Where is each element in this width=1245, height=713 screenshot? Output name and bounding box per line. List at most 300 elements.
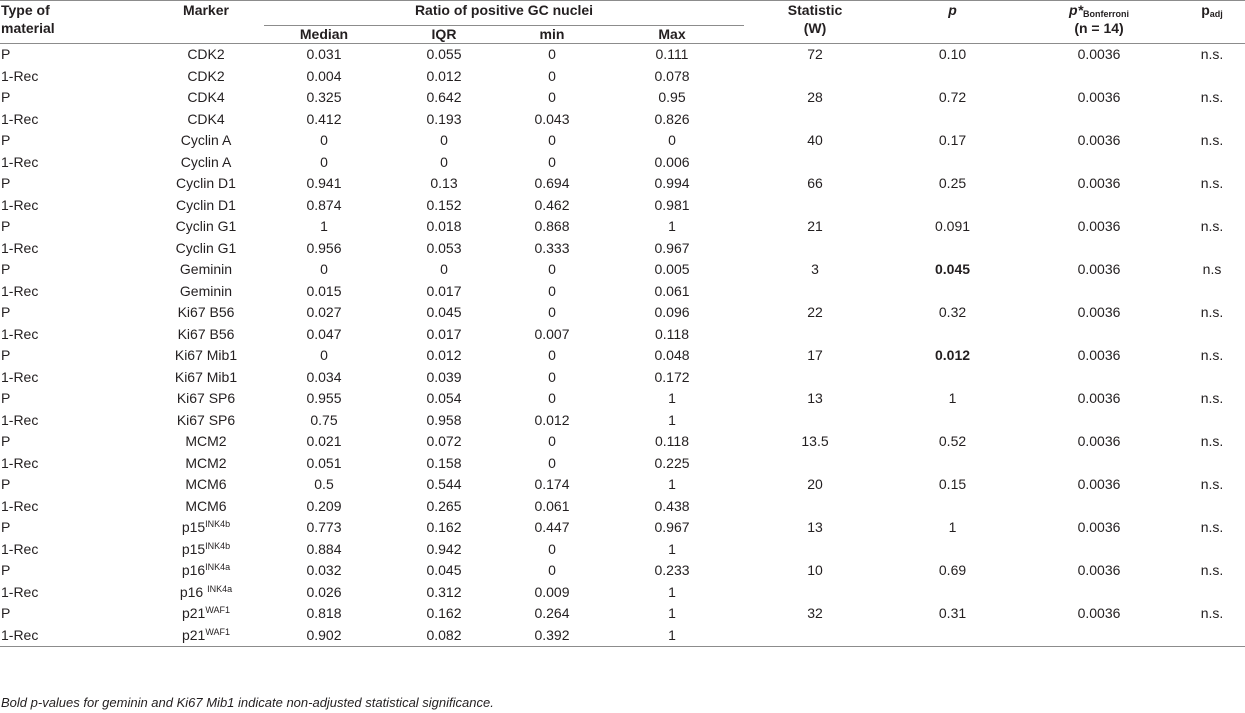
cell-median: 0 — [320, 261, 328, 277]
table-row — [0, 173, 1245, 195]
cell-median: 0 — [320, 347, 328, 363]
header-padj-sub: adj — [1209, 9, 1223, 19]
header-statistic-line2: (W) — [803, 20, 827, 36]
cell-statistic: 20 — [807, 476, 823, 492]
cell-max: 0.225 — [654, 454, 690, 471]
cell-median: 0.818 — [306, 605, 342, 621]
cell-p-bonferroni — [1019, 453, 1179, 475]
cell-marker — [148, 345, 264, 367]
header-statistic — [744, 1, 886, 44]
cell-marker — [148, 324, 264, 346]
cell-p — [886, 281, 1019, 303]
cell-statistic — [744, 539, 886, 561]
cell-max: 0.048 — [654, 347, 690, 363]
cell-statistic — [744, 582, 886, 604]
table-row — [0, 324, 1245, 346]
cell-p-adj — [1179, 281, 1245, 303]
footnote: Bold p-values for geminin and Ki67 Mib1 indicate non-adjusted statistical significance. — [1, 695, 494, 710]
cell-p-adj: n.s. — [1200, 175, 1224, 191]
cell-p: 0.17 — [938, 132, 967, 148]
cell-p-bonferroni — [1019, 66, 1179, 88]
cell-median: 0.027 — [306, 304, 342, 320]
cell-p-bonferroni: 0.0036 — [1077, 132, 1121, 148]
cell-p — [886, 238, 1019, 260]
cell-iqr: 0.053 — [426, 239, 462, 256]
cell-p — [886, 625, 1019, 647]
cell-iqr: 0.942 — [426, 540, 462, 557]
cell-p-adj — [1179, 152, 1245, 174]
cell-statistic: 28 — [807, 89, 823, 105]
cell-p-adj — [1179, 324, 1245, 346]
cell-p-bonferroni: 0.0036 — [1077, 261, 1121, 277]
cell-type: P — [1, 519, 11, 535]
cell-type: 1-Rec — [1, 497, 39, 514]
cell-type: 1-Rec — [1, 325, 39, 342]
cell-min: 0.868 — [534, 218, 570, 234]
cell-p: 0.15 — [938, 476, 967, 492]
cell-marker — [148, 44, 264, 66]
cell-max: 1 — [668, 476, 676, 492]
cell-type: P — [1, 89, 11, 105]
cell-p: 0.25 — [938, 175, 967, 191]
cell-median: 0.032 — [306, 562, 342, 578]
cell-p-adj — [1179, 238, 1245, 260]
cell-min: 0 — [548, 67, 556, 84]
marker-name: Cyclin D1 — [176, 175, 236, 191]
cell-iqr: 0.017 — [426, 282, 462, 299]
cell-iqr: 0.642 — [426, 89, 462, 105]
cell-median: 0.031 — [306, 46, 342, 62]
cell-min: 0.264 — [534, 605, 570, 621]
table-row — [0, 216, 1245, 238]
cell-iqr: 0.018 — [426, 218, 462, 234]
header-p-label: p — [948, 2, 957, 18]
cell-max: 1 — [668, 605, 676, 621]
table-row — [0, 130, 1245, 152]
cell-p-adj: n.s. — [1200, 519, 1224, 535]
cell-median: 0.047 — [306, 325, 342, 342]
marker-name: Cyclin D1 — [176, 196, 236, 213]
cell-type: 1-Rec — [1, 454, 39, 471]
cell-statistic: 3 — [811, 261, 819, 277]
cell-p-bonferroni: 0.0036 — [1077, 46, 1121, 62]
cell-type: 1-Rec — [1, 411, 39, 428]
cell-statistic: 10 — [807, 562, 823, 578]
cell-min: 0 — [548, 89, 556, 105]
cell-marker — [148, 216, 264, 238]
cell-p-adj: n.s. — [1200, 476, 1224, 492]
cell-max: 0 — [668, 132, 676, 148]
cell-min: 0 — [548, 347, 556, 363]
cell-p-adj — [1179, 410, 1245, 432]
cell-p — [886, 109, 1019, 131]
cell-min: 0.694 — [534, 175, 570, 191]
header-marker: Marker — [183, 2, 229, 18]
cell-type: 1-Rec — [1, 153, 39, 170]
cell-max: 0.981 — [654, 196, 690, 213]
cell-type: P — [1, 433, 11, 449]
marker-name: p15 — [181, 540, 206, 557]
cell-type: 1-Rec — [1, 282, 39, 299]
table-row — [0, 238, 1245, 260]
cell-p — [886, 324, 1019, 346]
cell-iqr: 0.162 — [426, 605, 462, 621]
cell-marker — [148, 474, 264, 496]
cell-max: 0.061 — [654, 282, 690, 299]
cell-statistic: 13.5 — [801, 433, 829, 449]
marker-name: Ki67 B56 — [177, 325, 235, 342]
cell-p-bonferroni — [1019, 496, 1179, 518]
cell-p-adj — [1179, 66, 1245, 88]
marker-name: Cyclin G1 — [175, 239, 237, 256]
cell-median: 0.955 — [306, 390, 342, 406]
cell-max: 0.118 — [655, 433, 689, 449]
header-type-line1: Type of — [1, 2, 50, 18]
cell-min: 0 — [548, 304, 556, 320]
cell-p-bonferroni: 0.0036 — [1077, 347, 1121, 363]
cell-type: 1-Rec — [1, 368, 39, 385]
cell-p — [886, 66, 1019, 88]
cell-p-adj — [1179, 582, 1245, 604]
cell-marker — [148, 603, 264, 625]
table-row — [0, 388, 1245, 410]
cell-p: 0.69 — [938, 562, 967, 578]
table-row — [0, 625, 1245, 647]
marker-name: Cyclin A — [180, 153, 232, 170]
cell-p-bonferroni — [1019, 410, 1179, 432]
cell-p-adj: n.s. — [1200, 46, 1224, 62]
cell-max: 0.826 — [654, 110, 690, 127]
table-row — [0, 367, 1245, 389]
cell-p — [886, 496, 1019, 518]
cell-p-bonferroni: 0.0036 — [1077, 562, 1121, 578]
cell-iqr: 0.039 — [426, 368, 462, 385]
cell-p — [886, 539, 1019, 561]
marker-superscript: INK4a — [207, 583, 233, 594]
cell-max: 0.994 — [654, 175, 690, 191]
cell-marker — [148, 517, 264, 539]
header-statistic-line1: Statistic — [787, 2, 843, 18]
cell-p-adj: n.s. — [1200, 304, 1224, 320]
header-type-of-material — [0, 1, 148, 44]
cell-marker — [148, 109, 264, 131]
marker-name: CDK2 — [187, 46, 225, 62]
cell-p-adj — [1179, 195, 1245, 217]
header-p-adj — [1179, 1, 1245, 44]
table-row — [0, 345, 1245, 367]
table-row — [0, 66, 1245, 88]
cell-max: 1 — [600, 625, 744, 647]
marker-name: MCM6 — [185, 497, 227, 514]
cell-p-adj: n.s. — [1200, 132, 1224, 148]
cell-p: 1 — [948, 390, 957, 406]
cell-p — [886, 152, 1019, 174]
cell-median: 0.884 — [306, 540, 342, 557]
cell-p-adj: n.s. — [1200, 433, 1224, 449]
marker-superscript: WAF1 — [205, 626, 231, 637]
cell-type: P — [1, 390, 11, 406]
cell-max: 1 — [668, 583, 676, 600]
cell-max: 0.096 — [654, 304, 690, 320]
cell-iqr: 0.054 — [426, 390, 462, 406]
cell-median: 0.5 — [314, 476, 334, 492]
cell-p — [886, 367, 1019, 389]
cell-iqr: 0.544 — [426, 476, 462, 492]
cell-statistic — [744, 109, 886, 131]
cell-marker — [148, 130, 264, 152]
cell-type: P — [1, 46, 11, 62]
cell-marker — [148, 453, 264, 475]
header-pbonf-n: (n = 14) — [1074, 20, 1124, 36]
cell-p-adj — [1179, 539, 1245, 561]
header-pbonf-sub: Bonferroni — [1083, 9, 1130, 19]
cell-p-bonferroni — [1019, 582, 1179, 604]
marker-name: CDK4 — [187, 110, 225, 127]
cell-type: P — [1, 175, 11, 191]
cell-median: 0 — [320, 132, 328, 148]
table-row — [0, 195, 1245, 217]
cell-min: 0.007 — [534, 325, 570, 342]
cell-type: 1-Rec — [1, 67, 39, 84]
cell-p-adj: n.s. — [1200, 562, 1224, 578]
cell-marker — [148, 431, 264, 453]
marker-name: Ki67 Mib1 — [174, 347, 238, 363]
cell-max: 0.967 — [654, 519, 690, 535]
cell-p: 0.012 — [934, 347, 971, 363]
cell-p: 0.32 — [938, 304, 967, 320]
header-p — [886, 1, 1019, 44]
cell-p-bonferroni: 0.0036 — [1077, 519, 1121, 535]
header-row-top — [0, 1, 1245, 26]
cell-iqr: 0 — [440, 153, 448, 170]
cell-p-bonferroni — [1019, 238, 1179, 260]
cell-type: 1-Rec — [0, 625, 148, 647]
cell-median: 0.874 — [306, 196, 342, 213]
cell-p-bonferroni — [1019, 195, 1179, 217]
cell-iqr: 0.012 — [426, 67, 462, 84]
cell-max: 1 — [668, 540, 676, 557]
cell-max: 0.438 — [654, 497, 690, 514]
cell-statistic — [744, 152, 886, 174]
cell-type: P — [1, 562, 11, 578]
cell-statistic — [744, 66, 886, 88]
cell-statistic — [744, 281, 886, 303]
marker-name: Ki67 B56 — [177, 304, 235, 320]
cell-p-adj: n.s. — [1200, 218, 1224, 234]
cell-p-adj: n.s. — [1200, 347, 1224, 363]
cell-statistic — [744, 453, 886, 475]
cell-statistic — [744, 367, 886, 389]
header-p-bonferroni — [1019, 1, 1179, 44]
cell-min: 0 — [548, 562, 556, 578]
cell-min: 0 — [548, 433, 556, 449]
header-ratio-group: Ratio of positive GC nuclei — [264, 1, 744, 26]
cell-type: P — [1, 476, 11, 492]
table-row — [0, 302, 1245, 324]
cell-statistic — [744, 238, 886, 260]
cell-type: P — [1, 304, 11, 320]
marker-name: CDK4 — [187, 89, 225, 105]
cell-min: 0 — [548, 368, 556, 385]
table-row — [0, 496, 1245, 518]
cell-marker — [148, 625, 264, 647]
cell-max: 1 — [668, 411, 676, 428]
marker-name: p21 — [181, 626, 206, 643]
cell-marker — [148, 302, 264, 324]
cell-min: 0.174 — [534, 476, 570, 492]
cell-statistic — [744, 410, 886, 432]
cell-p-bonferroni — [1019, 152, 1179, 174]
cell-p: 0.091 — [934, 218, 971, 234]
table-row — [0, 517, 1245, 539]
cell-max: 0.233 — [654, 562, 690, 578]
cell-p-adj — [1179, 453, 1245, 475]
cell-min: 0.012 — [534, 411, 570, 428]
cell-max: 0.111 — [655, 46, 689, 62]
cell-min: 0 — [548, 132, 556, 148]
cell-max: 1 — [668, 390, 676, 406]
cell-statistic: 32 — [807, 605, 823, 621]
cell-p-bonferroni: 0.0036 — [1077, 605, 1121, 621]
cell-min: 0 — [548, 46, 556, 62]
header-padj-base: p — [1201, 2, 1210, 18]
cell-marker — [148, 539, 264, 561]
cell-min: 0.333 — [534, 239, 570, 256]
table-row — [0, 44, 1245, 66]
cell-iqr: 0.072 — [426, 433, 462, 449]
cell-type: 1-Rec — [1, 110, 39, 127]
cell-type: P — [1, 132, 11, 148]
cell-median: 0.412 — [306, 110, 342, 127]
marker-name: CDK2 — [187, 67, 225, 84]
header-pbonf-base: p* — [1069, 2, 1084, 18]
cell-min: 0 — [548, 540, 556, 557]
cell-p-bonferroni: 0.0036 — [1077, 304, 1121, 320]
cell-statistic — [744, 324, 886, 346]
cell-p-bonferroni: 0.0036 — [1077, 89, 1121, 105]
cell-marker — [148, 87, 264, 109]
table-row — [0, 109, 1245, 131]
cell-p: 0.045 — [934, 261, 971, 277]
cell-marker — [148, 410, 264, 432]
cell-type: 1-Rec — [1, 196, 39, 213]
cell-iqr: 0.193 — [426, 110, 462, 127]
cell-min: 0 — [548, 390, 556, 406]
cell-p-adj — [1179, 109, 1245, 131]
table-body — [0, 44, 1245, 647]
cell-p-adj: n.s. — [1200, 89, 1224, 105]
cell-iqr: 0.312 — [426, 583, 462, 600]
cell-p: 0.31 — [938, 605, 967, 621]
cell-p — [886, 582, 1019, 604]
cell-marker — [148, 152, 264, 174]
table-row — [0, 539, 1245, 561]
cell-statistic — [744, 496, 886, 518]
cell-type: 1-Rec — [1, 239, 39, 256]
table-row — [0, 87, 1245, 109]
marker-name: Ki67 Mib1 — [174, 368, 238, 385]
marker-name: MCM2 — [185, 454, 227, 471]
cell-statistic: 17 — [807, 347, 823, 363]
cell-statistic: 22 — [807, 304, 823, 320]
cell-median: 0.773 — [306, 519, 342, 535]
cell-type: 1-Rec — [1, 540, 39, 557]
cell-median: 0.902 — [264, 625, 384, 647]
marker-name: p21 — [181, 605, 206, 621]
cell-p-bonferroni: 0.0036 — [1077, 390, 1121, 406]
table-row — [0, 281, 1245, 303]
cell-marker — [148, 195, 264, 217]
cell-statistic — [744, 625, 886, 647]
marker-name: Geminin — [179, 282, 233, 299]
cell-statistic — [744, 195, 886, 217]
cell-median: 0.325 — [306, 89, 342, 105]
cell-min: 0.462 — [534, 196, 570, 213]
cell-min: 0.043 — [534, 110, 570, 127]
cell-p-bonferroni — [1019, 367, 1179, 389]
marker-name: Cyclin G1 — [175, 218, 237, 234]
cell-p-bonferroni: 0.0036 — [1077, 433, 1121, 449]
cell-p-bonferroni — [1019, 625, 1179, 647]
cell-iqr: 0.045 — [426, 562, 462, 578]
header-type-line2: material — [1, 20, 55, 36]
cell-median: 0.209 — [306, 497, 342, 514]
cell-p-bonferroni: 0.0036 — [1077, 175, 1121, 191]
header-median: Median — [299, 26, 349, 42]
cell-marker — [148, 388, 264, 410]
cell-iqr: 0.045 — [426, 304, 462, 320]
table-row — [0, 431, 1245, 453]
marker-superscript: INK4a — [205, 562, 231, 572]
cell-iqr: 0.012 — [426, 347, 462, 363]
cell-p: 0.10 — [938, 46, 967, 62]
marker-name: MCM6 — [185, 476, 227, 492]
table-row — [0, 474, 1245, 496]
cell-median: 0.026 — [306, 583, 342, 600]
marker-name: p16 — [179, 583, 208, 600]
cell-iqr: 0 — [440, 261, 448, 277]
cell-p-bonferroni — [1019, 539, 1179, 561]
cell-iqr: 0 — [440, 132, 448, 148]
cell-statistic: 13 — [807, 519, 823, 535]
cell-median: 0.015 — [306, 282, 342, 299]
cell-iqr: 0.017 — [426, 325, 462, 342]
cell-marker — [148, 259, 264, 281]
cell-p-bonferroni — [1019, 281, 1179, 303]
cell-type: P — [1, 605, 11, 621]
cell-min: 0 — [548, 282, 556, 299]
cell-p-adj: n.s. — [1200, 390, 1224, 406]
header-iqr: IQR — [431, 26, 457, 42]
cell-type: P — [1, 218, 11, 234]
cell-iqr: 0.265 — [426, 497, 462, 514]
cell-median: 1 — [320, 218, 328, 234]
cell-median: 0.034 — [306, 368, 342, 385]
cell-statistic: 21 — [807, 218, 823, 234]
cell-type: 1-Rec — [1, 583, 39, 600]
cell-p-bonferroni: 0.0036 — [1077, 476, 1121, 492]
cell-marker — [148, 367, 264, 389]
cell-max: 0.006 — [654, 153, 690, 170]
cell-statistic: 66 — [807, 175, 823, 191]
marker-name: Ki67 SP6 — [176, 411, 236, 428]
cell-p-bonferroni — [1019, 109, 1179, 131]
cell-iqr: 0.055 — [426, 46, 462, 62]
cell-type: P — [1, 347, 11, 363]
cell-statistic: 72 — [807, 46, 823, 62]
cell-median: 0.021 — [306, 433, 342, 449]
cell-min: 0 — [548, 454, 556, 471]
